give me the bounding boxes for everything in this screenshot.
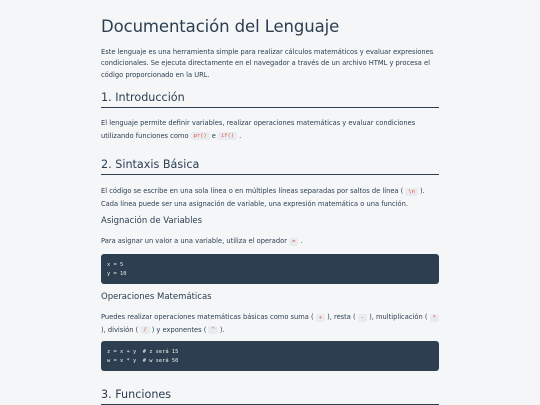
operaciones-text: ), división ( <box>101 325 141 334</box>
section1-text: El lenguaje permite definir variables, realizar operaciones matemáticas y evaluar condiciones utilizando funciones como <box>101 119 416 140</box>
section1-end: . <box>237 131 242 140</box>
section-heading-sintaxis: 2. Sintaxis Básica <box>101 158 439 175</box>
asignacion-paragraph <box>101 235 439 248</box>
inline-code-minus: - <box>358 314 367 322</box>
subheading-operaciones: Operaciones Matemáticas <box>101 292 212 302</box>
intro-paragraph: Este lenguaje es una herramienta simple para realizar cálculos matemáticos y evaluar expresiones condicionales. Se ejecuta directamente en el navegador a través de un archivo HTML y procesa el código proporcionado en la URL. <box>101 48 434 79</box>
page-title: Documentación del Lenguaje <box>101 17 340 36</box>
operaciones-text: ) y exponentes ( <box>149 325 209 334</box>
operaciones-text: ). <box>217 325 225 334</box>
inline-code-exponent: ^ <box>208 326 217 334</box>
code-block-operaciones <box>101 341 439 371</box>
code-line: w = x * y # w será 50 <box>107 357 179 364</box>
code-line: x = 5 <box>107 262 124 268</box>
inline-code-divide: / <box>140 326 149 334</box>
inline-code-newline: \n <box>405 188 418 196</box>
asignacion-text: Para asignar un valor a una variable, utiliza el operador <box>101 237 290 245</box>
inline-code-if: if() <box>218 132 237 140</box>
section2-paragraph <box>101 185 439 210</box>
section2-text-end: ). Cada línea puede ser una asignación de variable, una expresión matemática o una función. <box>101 187 425 208</box>
inline-code-equals: = <box>289 238 298 246</box>
section-heading-funciones: 3. Funciones <box>101 388 439 405</box>
operaciones-paragraph <box>101 311 439 336</box>
code-block-asignacion <box>101 254 439 284</box>
asignacion-end: . <box>298 237 303 245</box>
inline-code-multiply: * <box>430 314 439 322</box>
code-line: y = 10 <box>107 270 127 277</box>
operaciones-text: ), multiplicación ( <box>367 313 430 321</box>
section2-text: El código se escribe en una sola línea o en múltiples líneas separadas por saltos de línea ( <box>101 187 406 195</box>
section1-conjunction: e <box>209 131 219 140</box>
inline-code-plus: + <box>316 314 325 322</box>
section-heading-introduccion: 1. Introducción <box>101 91 439 108</box>
code-line: z = x + y # z será 15 <box>107 349 179 355</box>
inline-code-pr: pr() <box>191 132 210 140</box>
operaciones-text: ), resta ( <box>324 313 358 321</box>
subheading-asignacion: Asignación de Variables <box>101 216 203 226</box>
operaciones-text: Puedes realizar operaciones matemáticas básicas como suma ( <box>101 313 316 321</box>
section1-paragraph <box>101 117 439 142</box>
